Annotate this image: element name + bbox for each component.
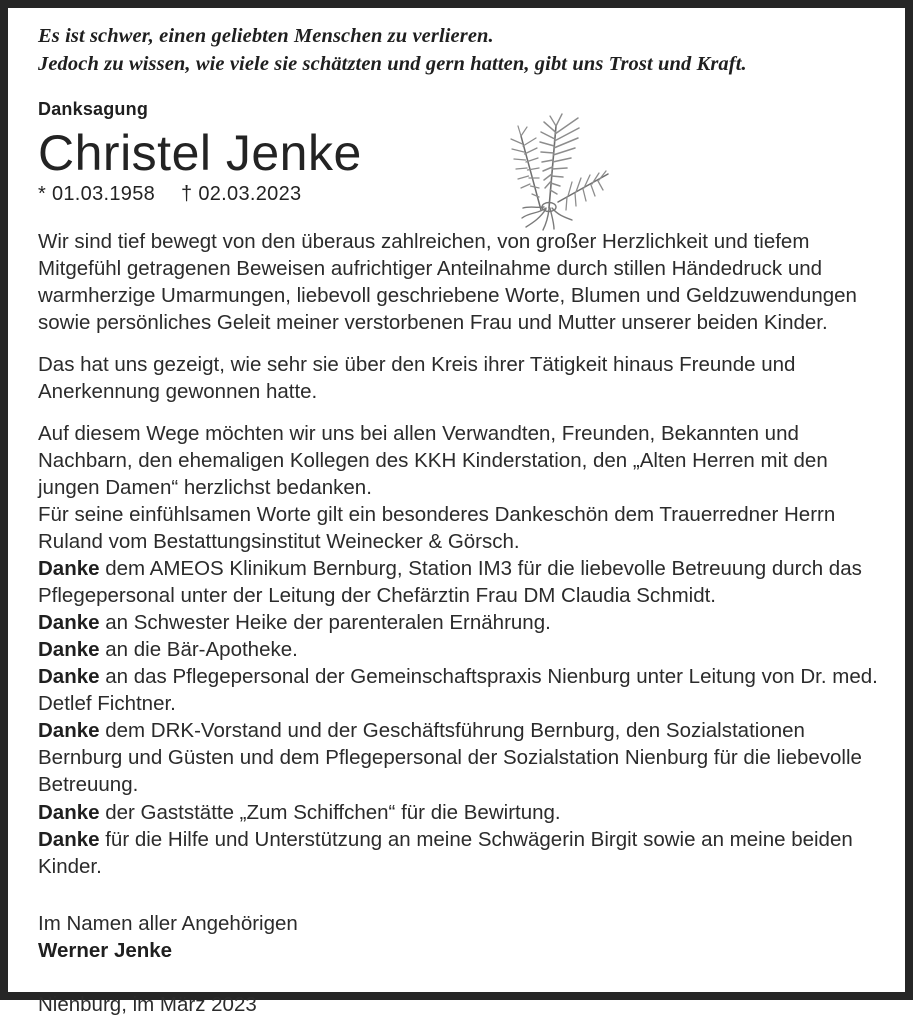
thanks-label: Danke <box>38 638 100 662</box>
place-and-date: Nienburg, im März 2023 <box>38 992 257 1016</box>
thanks-label: Danke <box>38 827 100 851</box>
thanks-text: für die Hilfe und Unterstützung an meine Schwägerin Birgit sowie an meine beiden Kinder. <box>38 827 853 878</box>
thanks-label: Danke <box>38 611 100 635</box>
thanks-label: Danke <box>38 557 100 581</box>
thanks-text: an Schwester Heike der parenteralen Ernährung. <box>105 611 551 635</box>
verse-line-1: Es ist schwer, einen geliebten Menschen zu verlieren. <box>38 25 494 47</box>
body-paragraph-3: Auf diesem Wege möchten wir uns bei allen Verwandten, Freunden, Bekannten und Nachbarn, den ehemaligen Kollegen des KKH Kinderstation, den „Alten Herren mit den jungen Damen“ herzlichst bedanken. <box>38 421 828 499</box>
death-date: † 02.03.2023 <box>181 182 302 205</box>
thanks-item <box>38 555 883 609</box>
opening-verse <box>38 22 883 79</box>
thanks-item <box>38 609 883 636</box>
thanks-label: Danke <box>38 719 100 743</box>
closing-line: Im Namen aller Angehörigen <box>38 911 298 935</box>
thanks-item <box>38 636 883 663</box>
thanks-text: der Gaststätte „Zum Schiffchen“ für die Bewirtung. <box>105 800 561 824</box>
body-paragraph-2: Das hat uns gezeigt, wie sehr sie über den Kreis ihrer Tätigkeit hinaus Freunde und Anerkennung gewonnen hatte. <box>38 352 796 403</box>
signer-name: Werner Jenke <box>38 938 173 962</box>
closing-block <box>38 910 883 964</box>
body-paragraph-1: Wir sind tief bewegt von den überaus zahlreichen, von großer Herzlichkeit und tiefem Mitgefühl getragenen Beweisen aufrichtiger Anteilnahme durch stillen Händedruck und warmherzige Umarmungen, liebevoll geschriebene Worte, Blumen und Geldzuwendungen sowie persönliches Geleit meiner verstorbenen Frau und Mutter unserer beiden Kinder. <box>38 229 857 334</box>
thanks-item <box>38 717 883 798</box>
thanks-item <box>38 663 883 717</box>
thanks-item <box>38 826 883 880</box>
thanks-label: Danke <box>38 800 100 824</box>
notice-body <box>38 228 883 880</box>
thanks-text: an das Pflegepersonal der Gemeinschaftspraxis Nienburg unter Leitung von Dr. med. Detlef Fichtner. <box>38 665 878 716</box>
thanks-item <box>38 799 883 826</box>
notice-type-label: Danksagung <box>38 98 149 119</box>
birth-date: * 01.03.1958 <box>38 182 156 205</box>
thanks-text: dem AMEOS Klinikum Bernburg, Station IM3 für die liebevolle Betreuung durch das Pflegepersonal unter der Leitung der Chefärztin Frau DM Claudia Schmidt. <box>38 557 862 608</box>
thanks-text: dem DRK-Vorstand und der Geschäftsführung Bernburg, den Sozialstationen Bernburg und Güsten und dem Pflegepersonal der Sozialstation Nienburg für die liebevolle Betreuung. <box>38 719 862 797</box>
thanks-text: an die Bär-Apotheke. <box>105 638 298 662</box>
thanks-label: Danke <box>38 665 100 689</box>
deceased-name: Christel Jenke <box>38 124 362 181</box>
verse-line-2: Jedoch zu wissen, wie viele sie schätzten und gern hatten, gibt uns Trost und Kraft. <box>38 53 747 76</box>
name-block <box>38 126 883 206</box>
life-dates <box>38 183 883 206</box>
body-paragraph-4: Für seine einfühlsamen Worte gilt ein besonderes Dankeschön dem Trauerredner Herrn Ruland vom Bestattungsinstitut Weinecker & Görsch. <box>38 502 836 554</box>
